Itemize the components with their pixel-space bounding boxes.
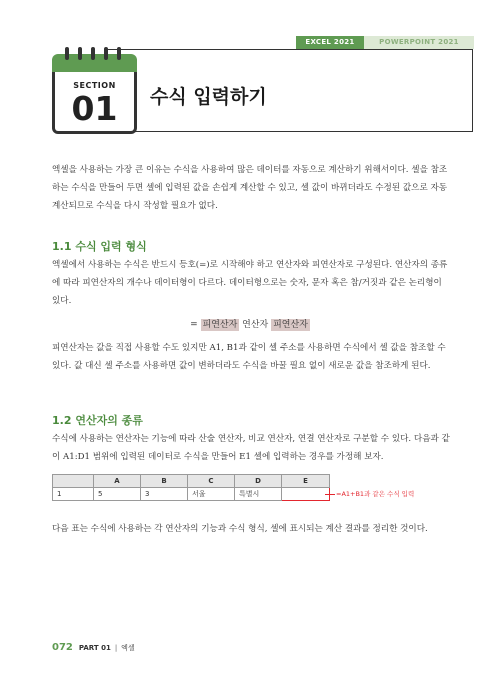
page-footer xyxy=(52,642,135,653)
row-number-cell: 1 xyxy=(53,488,94,501)
heading-1-1: 1.1 수식 입력 형식 xyxy=(52,240,147,253)
column-header-d: D xyxy=(235,475,282,488)
intro-paragraph: 엑셀을 사용하는 가장 큰 이유는 수식을 사용하여 많은 데이터를 자동으로 계산하기 위해서이다. 셀을 참조하는 수식을 만들어 두면 셀에 입력된 값을 손쉽게 계산할 수 있고, 셀 값이 바뀌더라도 수정된 값으로 자동 계산되므로 수식을 다시 작성할 필요가 없다. xyxy=(52,165,448,211)
footer-separator: | xyxy=(114,644,118,652)
column-header-b: B xyxy=(141,475,188,488)
column-header-e: E xyxy=(282,475,330,488)
formula-equals: = xyxy=(190,320,201,330)
sheet-row-1 xyxy=(53,488,330,501)
section-label: SECTION xyxy=(73,81,116,90)
paragraph-1-2-b: 다음 표는 수식에 사용하는 각 연산자의 기능과 수식 형식, 셀에 표시되는 계산 결과를 정리한 것이다. xyxy=(52,524,428,534)
tab-powerpoint: POWERPOINT 2021 xyxy=(364,36,474,49)
paragraph-1-2-a: 수식에 사용하는 연산자는 기능에 따라 산술 연산자, 비교 연산자, 연결 연산자로 구분할 수 있다. 다음과 같이 A1:D1 범위에 입력된 데이터로 수식을 만들어 E1 셀에 입력하는 경우를 가정해 보자. xyxy=(52,434,450,462)
formula-operand-1: 피연산자 xyxy=(202,320,238,330)
sheet-header-row xyxy=(53,475,330,488)
column-header-a: A xyxy=(94,475,141,488)
cell-c1: 서울 xyxy=(188,488,235,501)
spreadsheet-example xyxy=(52,474,330,501)
section-number: 01 xyxy=(71,89,118,128)
page-title: 수식 입력하기 xyxy=(150,86,267,108)
calendar-ring xyxy=(78,47,82,60)
tab-excel: EXCEL 2021 xyxy=(296,36,364,49)
formula-operand-2: 피연산자 xyxy=(273,320,308,330)
paragraph-1-1-b: 피연산자는 값을 직접 사용할 수도 있지만 A1, B1과 같이 셀 주소를 사용하면 수식에서 셀 값을 참조할 수 있다. 값 대신 셀 주소를 사용하면 값이 변하더라도 수식을 바꿀 필요 없이 새로운 값을 참조하게 된다. xyxy=(52,343,446,371)
calendar-ring xyxy=(117,47,121,60)
callout-text: =A1+B1과 같은 수식 입력 xyxy=(336,490,415,498)
column-header-c: C xyxy=(188,475,235,488)
sheet-corner-cell xyxy=(53,475,94,488)
cell-d1: 특별시 xyxy=(235,488,282,501)
cell-b1: 3 xyxy=(141,488,188,501)
heading-1-2: 1.2 연산자의 종류 xyxy=(52,414,143,427)
footer-part: PART 01 xyxy=(78,644,111,652)
callout-arrow xyxy=(325,494,335,495)
header-tabs xyxy=(296,36,474,49)
page-number: 072 xyxy=(52,642,73,653)
calendar-ring xyxy=(91,47,95,60)
calendar-ring xyxy=(65,47,69,60)
formula-structure xyxy=(0,317,500,330)
cell-e1-selected xyxy=(282,488,330,501)
section-badge-calendar-icon xyxy=(52,44,137,134)
calendar-ring xyxy=(104,47,108,60)
formula-operator: 연산자 xyxy=(239,320,272,330)
paragraph-1-1-a: 엑셀에서 사용하는 수식은 반드시 등호(=)로 시작해야 하고 연산자와 피연산자로 구성된다. 연산자의 종류에 따라 피연산자의 개수나 데이터형이 다르다. 데이터형으로는 숫자, 문자 혹은 참/거짓과 같은 논리형이 있다. xyxy=(52,260,448,306)
footer-chapter-name: 엑셀 xyxy=(121,644,135,652)
cell-a1: 5 xyxy=(94,488,141,501)
